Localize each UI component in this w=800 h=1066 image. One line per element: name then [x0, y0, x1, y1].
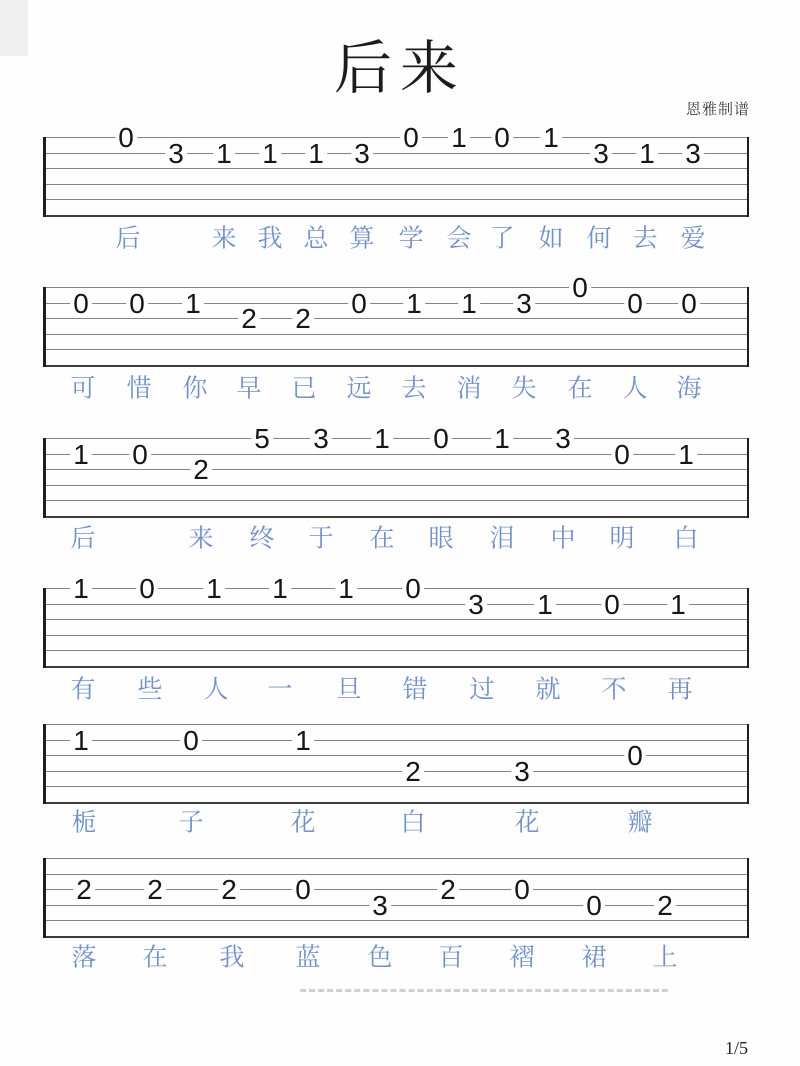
staff-line — [43, 438, 749, 439]
staff-line — [43, 650, 749, 651]
lyric-char: 上 — [652, 943, 678, 972]
tab-staff-5 — [43, 724, 749, 804]
fret-number: 1 — [213, 140, 235, 168]
fret-number: 0 — [624, 290, 646, 318]
staff-line — [43, 469, 749, 470]
lyric-char: 花 — [514, 808, 540, 837]
fret-number: 1 — [203, 575, 225, 603]
fret-number: 1 — [259, 140, 281, 168]
staff-line — [43, 920, 749, 921]
lyric-char: 就 — [535, 675, 561, 704]
staff-barline-left — [43, 588, 46, 668]
fret-number: 2 — [73, 876, 95, 904]
lyric-char: 中 — [550, 524, 576, 553]
tab-staff-2 — [43, 272, 749, 367]
lyric-char: 早 — [236, 374, 262, 403]
lyric-char: 去 — [401, 374, 427, 403]
lyric-char: 蓝 — [295, 943, 321, 972]
staff-barline-right — [747, 137, 749, 217]
staff-line — [43, 666, 749, 668]
lyric-char: 不 — [601, 675, 627, 704]
staff-barline-right — [747, 287, 749, 367]
staff-line — [43, 349, 749, 350]
staff-line — [43, 771, 749, 772]
lyric-char: 泪 — [489, 524, 515, 553]
fret-number: 0 — [611, 441, 633, 469]
fret-number: 0 — [129, 441, 151, 469]
fret-number: 2 — [292, 305, 314, 333]
fret-number: 3 — [590, 140, 612, 168]
staff-line — [43, 184, 749, 185]
staff-line — [43, 365, 749, 367]
lyric-char: 后 — [70, 524, 96, 553]
staff-barline-right — [747, 858, 749, 938]
fret-number: 3 — [310, 425, 332, 453]
fret-number: 2 — [437, 876, 459, 904]
lyric-char: 可 — [70, 374, 96, 403]
lyric-char: 色 — [367, 943, 393, 972]
fret-number: 3 — [465, 591, 487, 619]
fret-number: 0 — [292, 876, 314, 904]
staff-line — [43, 199, 749, 200]
staff-line — [43, 802, 749, 804]
lyric-char: 来 — [211, 224, 237, 253]
staff-barline-right — [747, 588, 749, 668]
fret-number: 0 — [126, 290, 148, 318]
fret-number: 3 — [165, 140, 187, 168]
lyric-char: 于 — [308, 524, 334, 553]
staff-barline-left — [43, 438, 46, 518]
fret-number: 0 — [70, 290, 92, 318]
lyric-char: 有 — [70, 675, 96, 704]
staff-barline-right — [747, 438, 749, 518]
fret-number: 1 — [667, 591, 689, 619]
fret-number: 1 — [70, 441, 92, 469]
lyric-char: 瓣 — [627, 808, 653, 837]
fret-number: 0 — [583, 892, 605, 920]
fret-number: 2 — [402, 758, 424, 786]
fret-number: 3 — [513, 290, 535, 318]
staff-line — [43, 786, 749, 787]
tab-staff-6 — [43, 858, 749, 938]
lyric-char: 一 — [267, 675, 293, 704]
fret-number: 2 — [218, 876, 240, 904]
lyric-char: 百 — [438, 943, 464, 972]
staff-line — [43, 936, 749, 938]
fret-number: 0 — [402, 575, 424, 603]
staff-line — [43, 858, 749, 859]
fret-number: 1 — [458, 290, 480, 318]
lyric-char: 你 — [182, 374, 208, 403]
lyric-char: 去 — [632, 224, 658, 253]
lyric-char: 失 — [511, 374, 537, 403]
page-number: 1/5 — [724, 1038, 748, 1058]
lyric-char: 如 — [538, 224, 564, 253]
staff-barline-left — [43, 858, 46, 938]
fret-number: 1 — [491, 425, 513, 453]
fret-number: 2 — [238, 305, 260, 333]
lyric-char: 些 — [137, 675, 163, 704]
lyric-char: 在 — [142, 943, 168, 972]
fret-number: 1 — [540, 124, 562, 152]
lyric-char: 在 — [567, 374, 593, 403]
lyric-char: 花 — [290, 808, 316, 837]
fret-number: 0 — [400, 124, 422, 152]
fret-number: 1 — [448, 124, 470, 152]
staff-line — [43, 500, 749, 501]
lyric-char: 爱 — [680, 224, 706, 253]
lyric-char: 白 — [400, 808, 426, 837]
fret-number: 1 — [305, 140, 327, 168]
lyric-char: 何 — [586, 224, 612, 253]
fret-number: 0 — [624, 742, 646, 770]
staff-line — [43, 724, 749, 725]
lyric-char: 明 — [609, 524, 635, 553]
staff-line — [43, 516, 749, 518]
fret-number: 1 — [335, 575, 357, 603]
fret-number: 0 — [115, 124, 137, 152]
staff-line — [43, 619, 749, 620]
fret-number: 1 — [403, 290, 425, 318]
lyric-char: 错 — [402, 675, 428, 704]
lyric-char: 总 — [303, 224, 329, 253]
lyric-char: 栀 — [71, 808, 97, 837]
tab-staff-4 — [43, 573, 749, 668]
fret-number: 2 — [144, 876, 166, 904]
fret-number: 0 — [511, 876, 533, 904]
next-system-cutoff — [300, 989, 668, 992]
fret-number: 0 — [491, 124, 513, 152]
fret-number: 1 — [182, 290, 204, 318]
lyric-char: 惜 — [126, 374, 152, 403]
fret-number: 0 — [601, 591, 623, 619]
fret-number: 1 — [534, 591, 556, 619]
lyric-char: 子 — [178, 808, 204, 837]
lyric-char: 再 — [667, 675, 693, 704]
fret-number: 2 — [190, 456, 212, 484]
lyric-char: 白 — [673, 524, 699, 553]
staff-line — [43, 215, 749, 217]
lyric-char: 人 — [622, 374, 648, 403]
staff-barline-left — [43, 287, 46, 367]
fret-number: 1 — [269, 575, 291, 603]
fret-number: 0 — [430, 425, 452, 453]
staff-barline-right — [747, 724, 749, 804]
lyric-char: 学 — [398, 224, 424, 253]
lyric-char: 海 — [676, 374, 702, 403]
fret-number: 0 — [180, 727, 202, 755]
staff-line — [43, 287, 749, 288]
fret-number: 1 — [70, 727, 92, 755]
lyric-char: 我 — [257, 224, 283, 253]
fret-number: 3 — [511, 758, 533, 786]
fret-number: 5 — [251, 425, 273, 453]
lyric-char: 褶 — [509, 943, 535, 972]
lyric-char: 眼 — [428, 524, 454, 553]
lyric-char: 已 — [291, 374, 317, 403]
lyric-char: 来 — [188, 524, 214, 553]
staff-line — [43, 318, 749, 319]
song-title: 后来 — [333, 36, 466, 101]
lyric-char: 落 — [71, 943, 97, 972]
staff-line — [43, 485, 749, 486]
staff-line — [43, 334, 749, 335]
lyric-char: 远 — [346, 374, 372, 403]
fret-number: 1 — [70, 575, 92, 603]
staff-line — [43, 740, 749, 741]
fret-number: 0 — [569, 274, 591, 302]
lyric-char: 算 — [349, 224, 375, 253]
lyric-char: 在 — [369, 524, 395, 553]
fret-number: 2 — [654, 892, 676, 920]
lyric-char: 后 — [115, 224, 141, 253]
lyric-char: 了 — [489, 224, 515, 253]
fret-number: 1 — [675, 441, 697, 469]
fret-number: 3 — [682, 140, 704, 168]
fret-number: 3 — [369, 892, 391, 920]
staff-barline-left — [43, 137, 46, 217]
fret-number: 1 — [636, 140, 658, 168]
fret-number: 3 — [552, 425, 574, 453]
lyric-char: 旦 — [336, 675, 362, 704]
fret-number: 0 — [678, 290, 700, 318]
staff-barline-left — [43, 724, 46, 804]
lyric-char: 消 — [456, 374, 482, 403]
fret-number: 3 — [351, 140, 373, 168]
arranger-credit: 恩雅制谱 — [685, 102, 750, 118]
staff-line — [43, 635, 749, 636]
lyric-char: 过 — [469, 675, 495, 704]
lyric-char: 终 — [249, 524, 275, 553]
fret-number: 1 — [292, 727, 314, 755]
lyric-char: 我 — [219, 943, 245, 972]
fret-number: 0 — [136, 575, 158, 603]
tab-staff-3 — [43, 423, 749, 518]
lyric-char: 裙 — [581, 943, 607, 972]
tab-staff-1 — [43, 122, 749, 217]
lyric-char: 会 — [446, 224, 472, 253]
lyric-char: 人 — [203, 675, 229, 704]
fret-number: 0 — [348, 290, 370, 318]
fret-number: 1 — [371, 425, 393, 453]
